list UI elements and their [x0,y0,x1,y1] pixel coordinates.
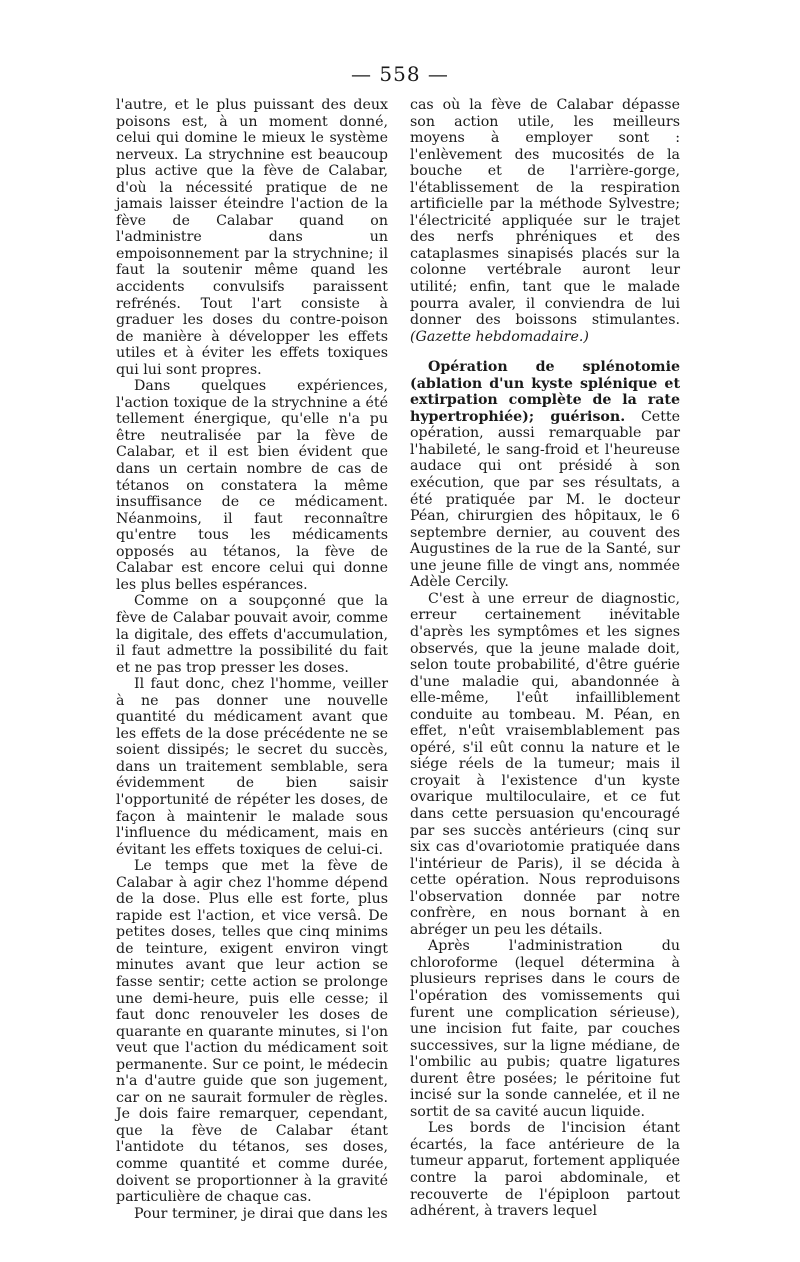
paragraph: C'est à une erreur de diagnostic, erreur certainement inévitable d'après les symptômes et les signes observés, que la jeune malade doit, selon toute probabilité, d'être guérie d'une maladie qui, abandonnée à elle-même, l'eût infailliblement conduite au tombeau. M. Péan, en effet, n'eût vraisemblablement pas opéré, s'il eût connu la nature et le siége réels de la tumeur; mais il croyait à l'existence d'un kyste ovarique multiloculaire, et ce fut dans cette persuasion qu'encouragé par ses succès antérieurs (cinq sur six cas d'ovariotomie pratiquée dans l'intérieur de Paris), il se décida à cette opération. Nous reproduisons l'observation donnée par notre confrère, en nous bornant à en abréger un peu les détails. [410,590,680,938]
paragraph: Il faut donc, chez l'homme, veiller à ne pas donner une nouvelle quantité du médicament avant que les effets de la dose précédente ne se soient dissipés; le secret du succès, dans un traitement semblable, sera évidemment de bien saisir l'opportunité de répéter les doses, de façon à maintenir le malade sous l'influence du médicament, mais en évitant les effets toxiques de celui-ci. [116,676,388,858]
article-heading: Opération de splénotomie (ablation d'un kyste splénique et extirpation complète de la rate hypertrophiée); guérison. [410,359,680,425]
paragraph [410,97,680,345]
paragraph: Comme on a soupçonné que la fève de Calabar pouvait avoir, comme la digitale, des effets d'accumulation, il faut admettre la possibilité du fait et ne pas trop presser les doses. [116,593,388,676]
paragraph: Pour terminer, je dirai que dans les [134,1205,388,1222]
page-number: — 558 — [351,62,449,86]
source-citation: (Gazette hebdomadaire.) [410,328,589,345]
article-opening [410,359,680,591]
paragraph: Les bords de l'incision étant écartés, la face antérieure de la tumeur apparut, fortement appliquée contre la paroi abdominale, et recouverte de l'épiploon partout adhérent, à travers lequel [410,1120,680,1220]
paragraph: Le temps que met la fève de Calabar à agir chez l'homme dépend de la dose. Plus elle est forte, plus rapide est l'action, et vice versâ. De petites doses, telles que cinq minims de teinture, exigent environ vingt minutes avant que leur action se fasse sentir; cette action se prolonge une demi-heure, puis elle cesse; il faut donc renouveler les doses de quarante en quarante minutes, si l'on veut que l'action du médicament soit permanente. Sur ce point, le médecin n'a d'autre guide que son jugement, car on ne saurait formuler de règles. Je dois faire remarquer, cependant, que la fève de Calabar étant l'antidote du tétanos, ses doses, comme quantité et comme durée, doivent se proportionner à la gravité particulière de chaque cas. [116,858,388,1206]
left-column [116,97,388,1222]
paragraph: Après l'administration du chloroforme (lequel détermina à plusieurs reprises dans le cours de l'opération des vomissements qui furent une complication sérieuse), une incision fut faite, par couches successives, sur la ligne médiane, de l'ombilic au pubis; quatre ligatures durent être posées; le péritoine fut incisé sur la sonde cannelée, et il ne sortit de sa cavité aucun liquide. [410,938,680,1120]
paragraph-text: Cette opération, aussi remarquable par l'habileté, le sang-froid et l'heureuse audace qui ont présidé à son exécution, que par ses résultats, a été pratiquée par M. le docteur Péan, chirurgien des hôpitaux, le 6 septembre dernier, au couvent des Augustines de la rue de la Santé, sur une jeune fille de vingt ans, nommée Adèle Cercily. [410,408,680,591]
paragraph: l'autre, et le plus puissant des deux poisons est, à un moment donné, celui qui domine le mieux le système nerveux. La strychnine est beaucoup plus active que la fève de Calabar, d'où la nécessité pratique de ne jamais laisser éteindre l'action de la fève de Calabar quand on l'administre dans un empoisonnement par la strychnine; il faut la soutenir même quand les accidents convulsifs paraissent refrénés. Tout l'art consiste à graduer les doses du contre-poison de manière à développer les effets utiles et à éviter les effets toxiques qui lui sont propres. [116,97,388,378]
right-column [410,97,680,1220]
paragraph: Dans quelques expériences, l'action toxique de la strychnine a été tellement énergique, qu'elle n'a pu être neutralisée par la fève de Calabar, et il est bien évident que dans un certain nombre de cas de tétanos on constatera la même insuffisance de ce médicament. Néanmoins, il faut reconnaître qu'entre tous les médicaments opposés au tétanos, la fève de Calabar est encore celui qui donne les plus belles espérances. [116,378,388,593]
paragraph-text: cas où la fève de Calabar dépasse son action utile, les meilleurs moyens à employer sont : l'enlèvement des mucosités de la bouche et de l'arrière-gorge, l'établissement de la respiration artificielle par la méthode Sylvestre; l'électricité appliquée sur le trajet des nerfs phréniques et des cataplasmes sinapisés placés sur la colonne vertébrale auront leur utilité; enfin, tant que le malade pourra avaler, il conviendra de lui donner des boissons stimulantes. [410,97,680,329]
